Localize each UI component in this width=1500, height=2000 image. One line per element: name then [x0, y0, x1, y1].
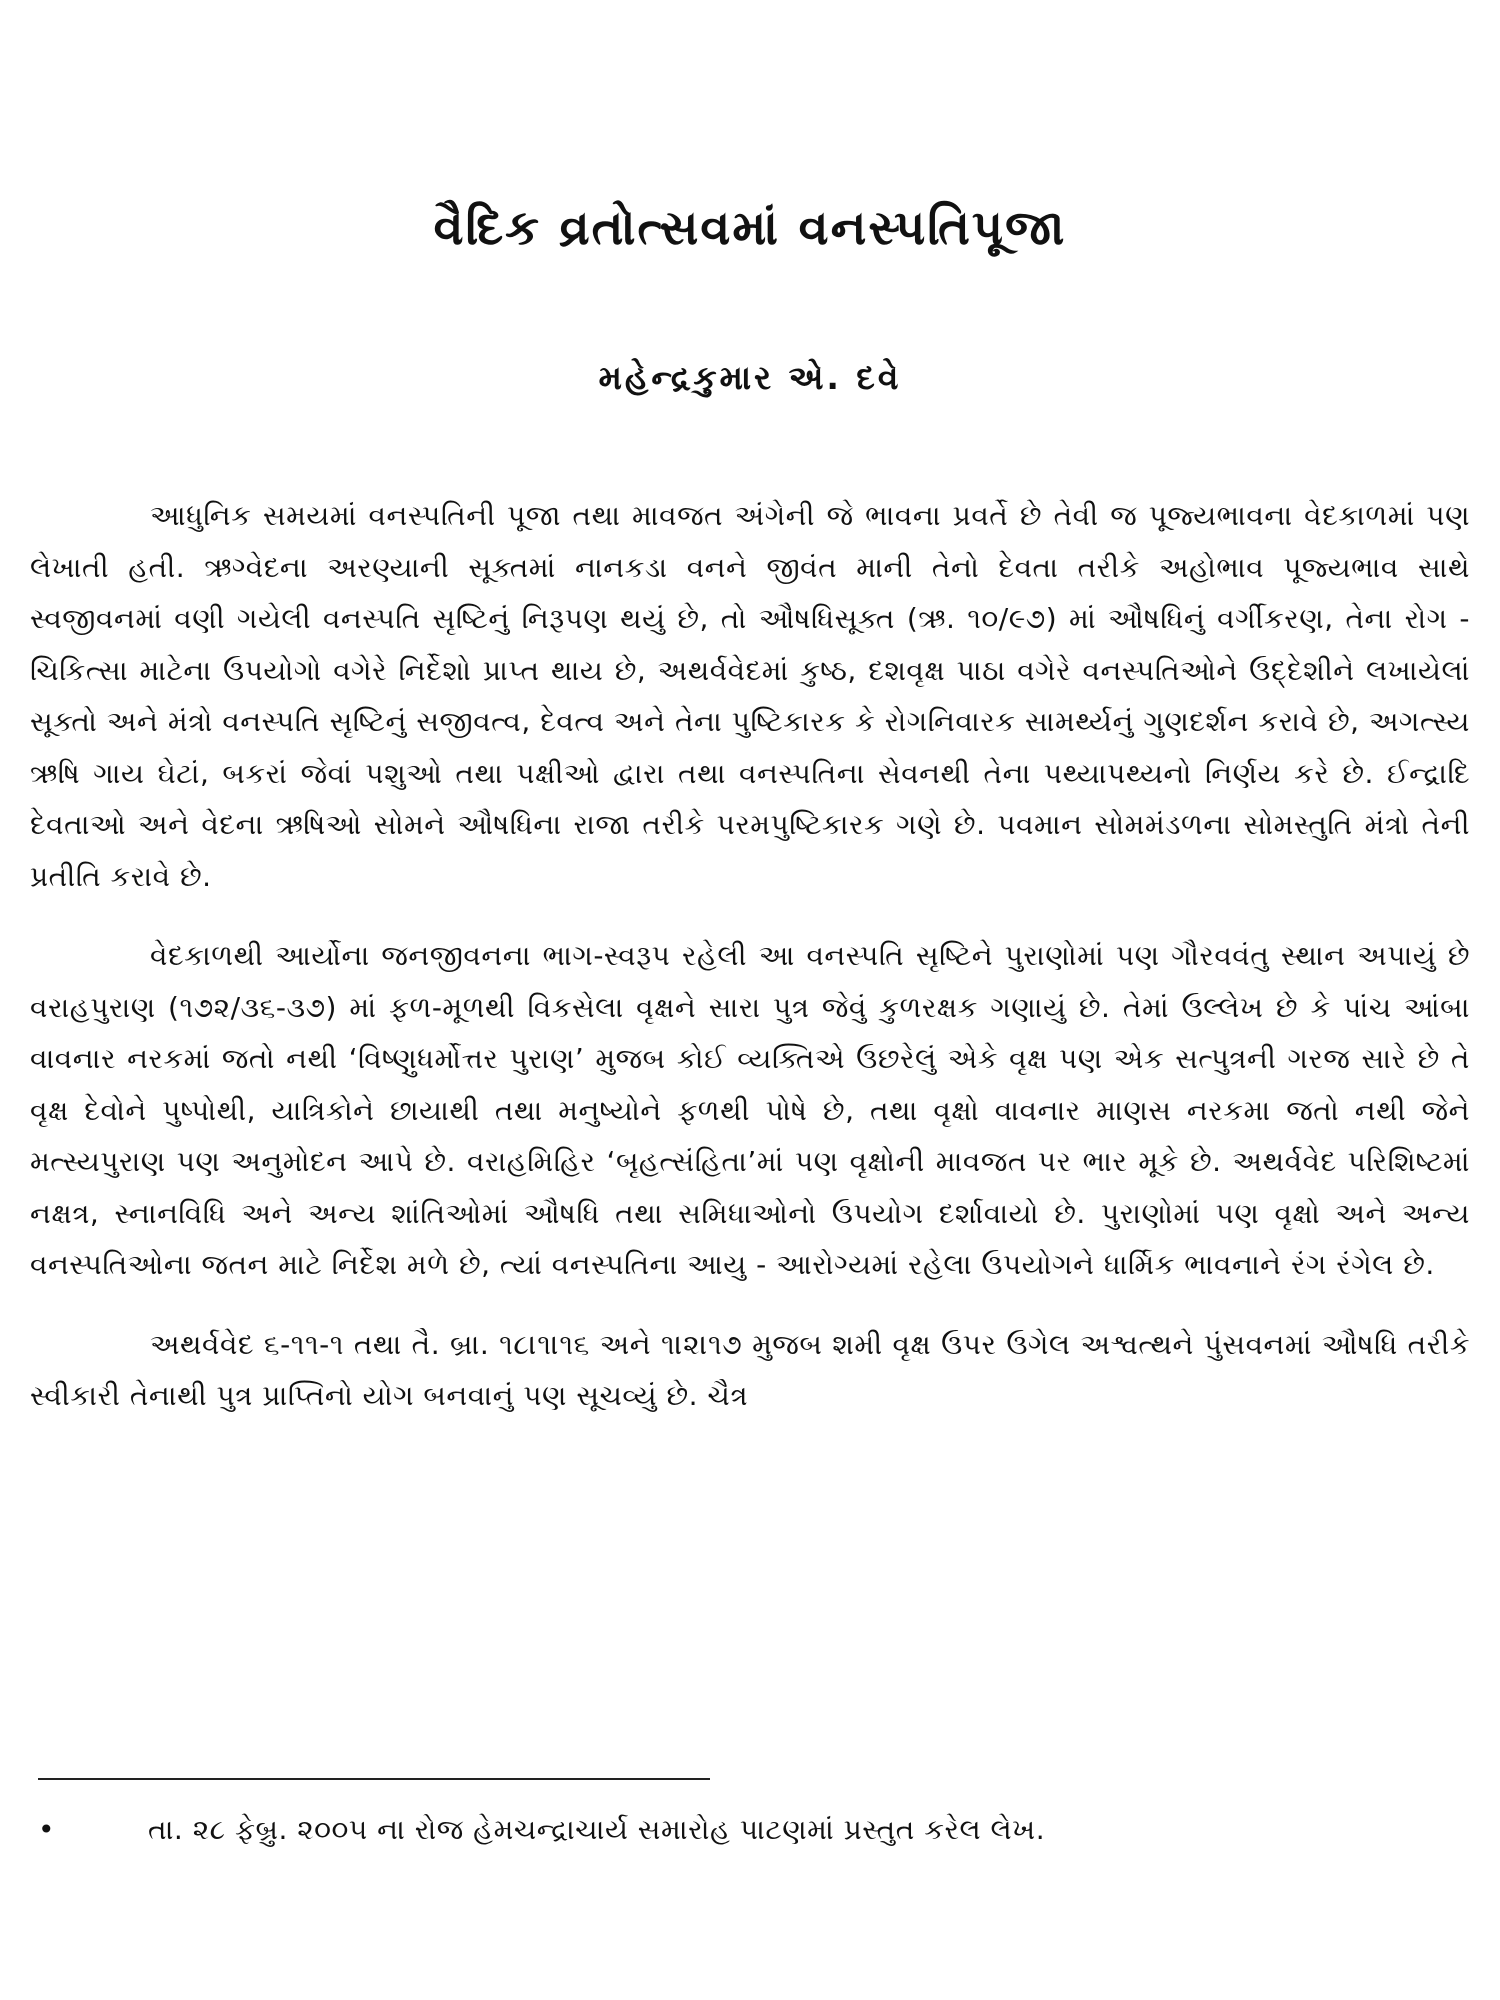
paragraph-1: આધુનિક સમયમાં વનસ્પતિની પૂજા તથા માવજત અંગેની જે ભાવના પ્રવર્તે છે તેવી જ પૂજ્યભાવના વેદકાળમાં પણ લેખાતી હતી. ઋગ્વેદના અરણ્યાની સૂક્તમાં નાનકડા વનને જીવંત માની તેનો દેવતા તરીકે અહોભાવ પૂજ્યભાવ સાથે સ્વજીવનમાં વણી ગયેલી વનસ્પતિ સૃષ્ટિનું નિરૂપણ થયું છે, તો ઔષધિસૂક્ત (ઋ. ૧૦/૯૭) માં ઔષધિનું વર્ગીકરણ, તેના રોગ - ચિકિત્સા માટેના ઉપયોગો વગેરે નિર્દેશો પ્રાપ્ત થાય છે, અથર્વવેદમાં કુષ્ઠ, દશવૃક્ષ પાઠા વગેરે વનસ્પતિઓને ઉદ્દેશીને લખાયેલાં સૂક્તો અને મંત્રો વનસ્પતિ સૃષ્ટિનું સજીવત્વ, દેવત્વ અને તેના પુષ્ટિકારક કે રોગનિવારક સામર્થ્યનું ગુણદર્શન કરાવે છે, અગત્સ્ય ઋષિ ગાય ઘેટાં, બકરાં જેવાં પશુઓ તથા પક્ષીઓ દ્વારા તથા વનસ્પતિના સેવનથી તેના પથ્યાપથ્યનો નિર્ણય કરે છે. ઈન્દ્રાદિ દેવતાઓ અને વેદના ઋષિઓ સોમને ઔષધિના રાજા તરીકે પરમપુષ્ટિકારક ગણે છે. પવમાન સોમમંડળના સોમસ્તુતિ મંત્રો તેની પ્રતીતિ કરાવે છે.: [30, 499, 1470, 893]
footnote-text: તા. ૨૮ ફેબ્રુ. ૨૦૦૫ ના રોજ હેમચન્દ્રાચાર્ય સમારોહ પાટણમાં પ્રસ્તુત કરેલ લેખ.: [148, 1813, 1046, 1846]
article-title: વૈદિક વ્રતોત્સવમાં વનસ્પતિપૂજા: [433, 200, 1067, 256]
footnote: [38, 1808, 1458, 1852]
paragraph-2: વેદકાળથી આર્યોના જનજીવનના ભાગ-સ્વરૂપ રહેલી આ વનસ્પતિ સૃષ્ટિને પુરાણોમાં પણ ગૌરવવંતુ સ્થાન અપાયું છે વરાહપુરાણ (૧૭૨/૩૬-૩૭) માં ફળ-મૂળથી વિકસેલા વૃક્ષને સારા પુત્ર જેવું કુળરક્ષક ગણાયું છે. તેમાં ઉલ્લેખ છે કે પાંચ આંબા વાવનાર નરકમાં જતો નથી ‘વિષ્ણુધર્મોત્તર પુરાણ’ મુજબ કોઈ વ્યક્તિએ ઉછરેલું એકે વૃક્ષ પણ એક સત્પુત્રની ગરજ સારે છે તે વૃક્ષ દેવોને પુષ્પોથી, યાત્રિકોને છાયાથી તથા મનુષ્યોને ફળથી પોષે છે, તથા વૃક્ષો વાવનાર માણસ નરકમા જતો નથી જેને મત્સ્યપુરાણ પણ અનુમોદન આપે છે. વરાહમિહિર ‘બૃહત્સંહિતા’માં પણ વૃક્ષોની માવજત પર ભાર મૂકે છે. અથર્વવેદ પરિશિષ્ટમાં નક્ષત્ર, સ્નાનવિધિ અને અન્ય શાંતિઓમાં ઔષધિ તથા સમિધાઓનો ઉપયોગ દર્શાવાયો છે. પુરાણોમાં પણ વૃક્ષો અને અન્ય વનસ્પતિઓના જતન માટે નિર્દેશ મળે છે, ત્યાં વનસ્પતિના આયુ - આરોગ્યમાં રહેલા ઉપયોગને ધાર્મિક ભાવનાને રંગ રંગેલ છે.: [30, 939, 1470, 1281]
footnote-divider: [38, 1778, 710, 1780]
paragraph-3: અથર્વવેદ ૬-૧૧-૧ તથા તૈ. બ્રા. ૧૮।૧।૧૬ અને ૧।૨।૧૭ મુજબ શમી વૃક્ષ ઉપર ઉગેલ અશ્વત્થને પુંસવનમાં ઔષધિ તરીકે સ્વીકારી તેનાથી પુત્ર પ્રાપ્તિનો યોગ બનવાનું પણ સૂચવ્યું છે. ચૈત્ર: [30, 1327, 1470, 1412]
footnote-bullet: •: [38, 1813, 56, 1846]
article-author: મહેન્દ્રકુમાર એ. દવે: [598, 358, 902, 397]
article-body: [30, 490, 1470, 1450]
